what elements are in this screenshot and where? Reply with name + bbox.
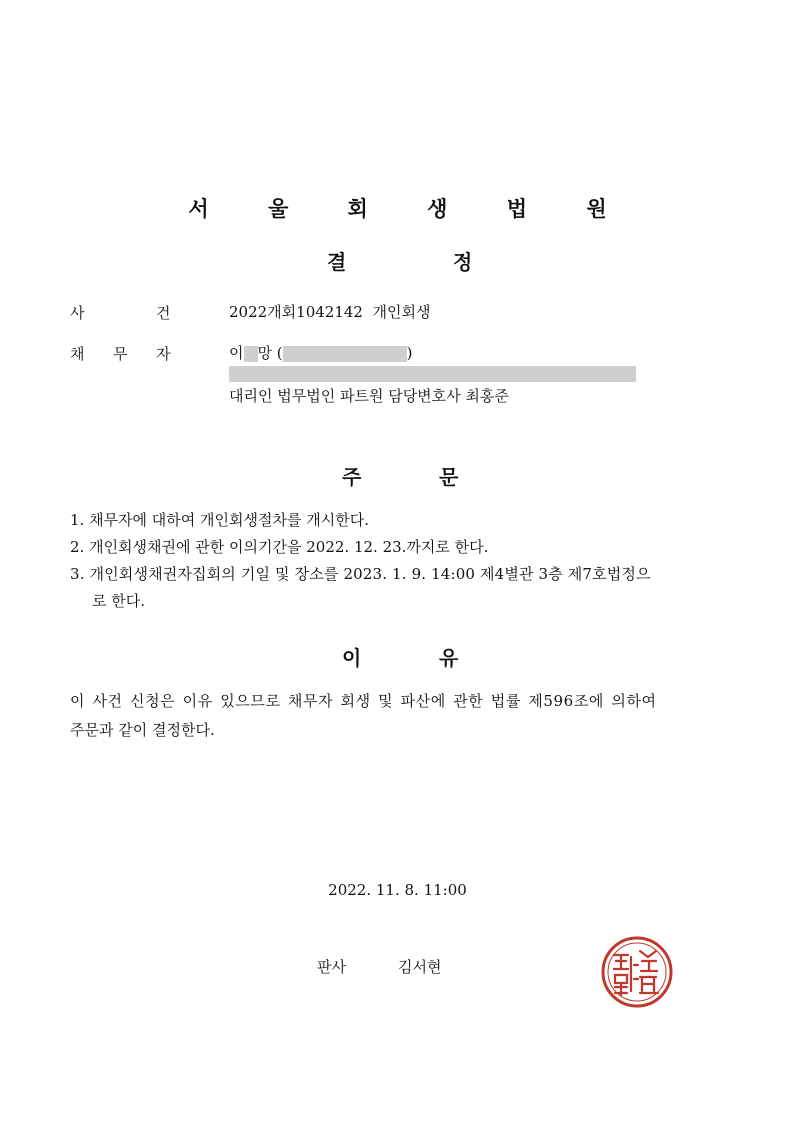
court-seal-icon [600, 935, 674, 1009]
reason-line-2: 주문과 같이 결정한다. [70, 721, 215, 739]
order-item-3-cont: 로 한다. [92, 592, 146, 610]
debtor-name-line [229, 343, 413, 363]
order-item-2: 2. 개인회생채권에 관한 이의기간을 2022. 12. 23.까지로 한다. [70, 538, 489, 556]
redacted-address-block [229, 366, 636, 382]
debtor-label-char-3: 자 [156, 345, 171, 363]
case-label-char-2: 건 [156, 304, 171, 322]
reason-heading-char-2: 유 [439, 646, 459, 670]
doc-title-char-2: 정 [453, 250, 473, 274]
judge-name: 김서현 [398, 958, 442, 976]
debtor-name-last: 망 [257, 344, 272, 362]
redacted-id-block [283, 346, 407, 362]
paren-close: ) [406, 344, 413, 362]
decision-date: 2022. 11. 8. 11:00 [328, 881, 467, 899]
case-number: 2022개회1042142 개인회생 [229, 303, 431, 321]
paren-open: ( [276, 344, 283, 362]
court-name: 서 울 회 생 법 원 [188, 197, 633, 221]
judge-title: 판사 [317, 958, 346, 976]
debtor-agent: 대리인 법무법인 파트원 담당변호사 최홍준 [229, 387, 509, 405]
order-heading-char-1: 주 [342, 465, 362, 489]
debtor-label-char-2: 무 [113, 345, 128, 363]
order-item-3: 3. 개인회생채권자집회의 기일 및 장소를 2023. 1. 9. 14:00 제4별관 3층 제7호법정으 [70, 565, 651, 583]
redacted-name-block [244, 346, 258, 362]
doc-title-char-1: 결 [327, 250, 347, 274]
case-label-char-1: 사 [70, 304, 85, 322]
order-item-1: 1. 채무자에 대하여 개인회생절차를 개시한다. [70, 511, 369, 529]
reason-heading-char-1: 이 [342, 646, 362, 670]
order-heading-char-2: 문 [439, 465, 459, 489]
debtor-label-char-1: 채 [70, 345, 85, 363]
debtor-name-first: 이 [229, 344, 244, 362]
reason-line-1: 이 사건 신청은 이유 있으므로 채무자 회생 및 파산에 관한 법률 제596조에 의하여 [70, 692, 657, 710]
